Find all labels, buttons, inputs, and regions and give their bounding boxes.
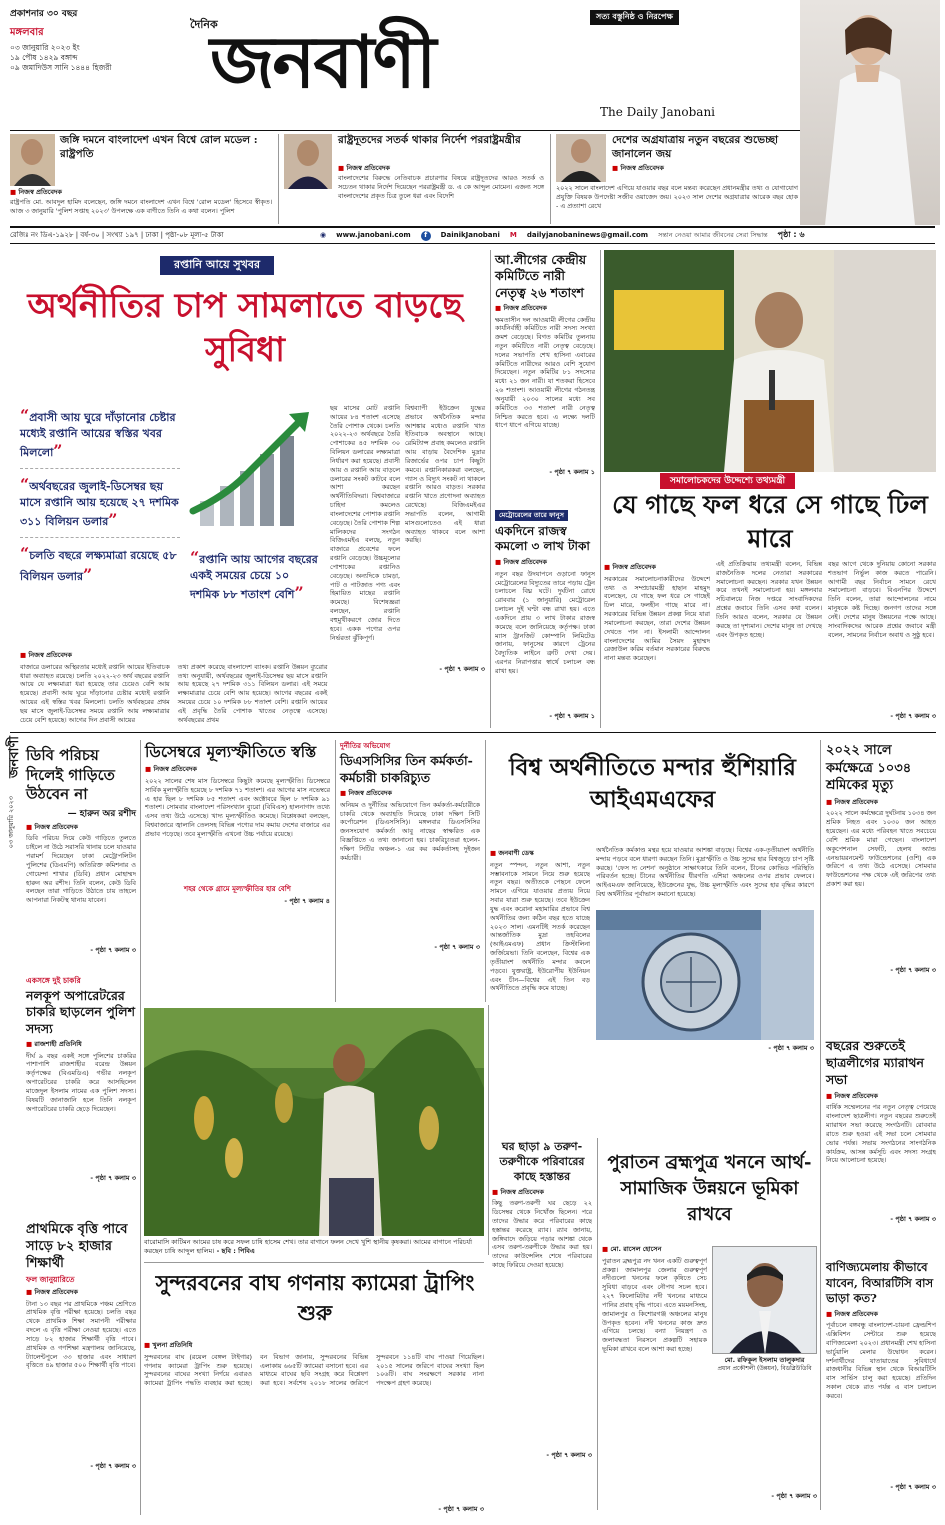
db-continue[interactable]: - পৃষ্ঠা ৭ কলাম ৩	[90, 946, 136, 955]
stipend-story	[26, 1222, 136, 1470]
lead-kicker-text: রপ্তানি আয়ে সুখবর	[174, 258, 261, 271]
women-body: ক্ষমতাসীন দল আওয়ামী লীগের কেন্দ্রীয় কার্যনির্বাহী কমিটিতে নারী সদস্য সংখ্যা ক্রমশ বেড়েছে। বিগত কমিটির তুলনায় নতুন কমিটিতে নারী নেতৃত্ব বেড়েছে। দলের সভাপতি শেখ হাসিনা এবারের কমিটিতে নারীদের আরও বেশি সুযোগ দিয়েছেন। নতুন কমিটির ৮১ সদস্যের মধ্যে ২১ জন নারী। যা শতকরা হিসেবে ২৬ শতাংশ। আওয়ামী লীগের গঠনতন্ত্র অনুযায়ী ২০৩০ সালের মধ্যে সব কমিটিতে ৩৩ শতাংশ নারী নেতৃত্ব নিশ্চিত করতে হবে। এ লক্ষ্যে দলটি ধাপে ধাপে এগিয়ে যাচ্ছে।	[495, 315, 595, 430]
info-bar	[10, 226, 935, 244]
imf-byline: ■ জনবাণী ডেস্ক	[490, 849, 590, 858]
stipend-continue[interactable]: - পৃষ্ঠা ৭ কলাম ৩	[90, 1461, 136, 1470]
page-number: পৃষ্ঠা : ৬	[777, 230, 805, 240]
revenue-title: একদিনে রাজস্ব কমলো ৩ লাখ টাকা	[495, 523, 590, 554]
logo-wordmark	[210, 19, 435, 104]
revenue-kicker: মেট্রোরেলের তারে ফানুস	[495, 510, 568, 521]
slogan-text: সত্য বস্তুনিষ্ঠ ও নিরপেক্ষ	[596, 12, 673, 21]
ad-strip: সন্তান নেওয়া আমার জীবনের সেরা সিদ্ধান্ত	[658, 231, 768, 240]
bus-byline: ■ নিজস্ব প্রতিবেদক	[826, 1310, 936, 1319]
lead-headline: অর্থনীতির চাপ সামলাতে বাড়ছে সুবিধা	[27, 286, 463, 371]
lead-callout	[190, 548, 320, 604]
facebook-link[interactable]: DainikJanobani	[440, 230, 500, 239]
stipend-body: টানা ১৩ বছর পর প্রাথমিকে পঞ্চম শ্রেণিতে প্রাথমিক বৃত্তি পরীক্ষা হয়েছে। চলতি বছর থেকে প্রাথমিক শিক্ষা সমাপনী পরীক্ষার বদলে এ বৃত্তি পরীক্ষা নেওয়া হয়েছে। এতে সাড়ে ৮২ হাজার শিক্ষার্থী বৃত্তি পাবে। প্রাথমিক ও গণশিক্ষা মন্ত্রণালয় জানিয়েছে, ট্যালেন্টপুলে ৩৩ হাজার এবং সাধারণ বৃত্তিতে ৪৯ হাজার ৫০০ শিক্ষার্থী বৃত্তি পাবে।	[26, 1299, 136, 1370]
brahmaputra-byline: ■ মো. রাসেল হোসেন	[602, 1245, 707, 1254]
mango-orchard-photo	[144, 1008, 484, 1236]
chhatraleague-continue[interactable]: - পৃষ্ঠা ৭ কলাম ৩	[890, 1215, 936, 1224]
women-title: আ.লীগের কেন্দ্রীয় কমিটিতে নারী নেতৃত্ব ২৬ শতাংশ	[495, 252, 587, 300]
family-byline: ■ নিজস্ব প্রতিবেদক	[492, 1188, 592, 1197]
stipend-kicker: ফল জানুয়ারিতে	[26, 1274, 75, 1284]
lead-quotes	[20, 406, 180, 585]
db-title: ডিবি পরিচয় দিলেই গাড়িতে উঠবেন না	[26, 746, 115, 803]
family-body: কিছু তরুণ-তরুণী ঘর ছেড়ে ২২ ডিসেম্বর থেকে নিখোঁজ ছিলেন। পরে তাদের উদ্ধার করে পরিবারের কাছে হস্তান্তর করেছে র‌্যাব। র‍্যাব জানায়, জঙ্গিবাদে জড়িয়ে পড়ার আশঙ্কা থেকে এসব তরুণ-তরুণীকে উদ্ধার করা হয়। তাদের কাউন্সেলিং শেষে পরিবারের কাছে ফিরিয়ে দেওয়া হয়েছে।	[492, 1199, 592, 1270]
workers-title: ২০২২ সালে কর্মক্ষেত্রে ১০৩৪ শ্রমিকের মৃত্যু	[826, 743, 912, 794]
revenue-continue[interactable]: - পৃষ্ঠা ৭ কলাম ১	[549, 711, 595, 720]
chhatraleague-byline: ■ নিজস্ব প্রতিবেদক	[826, 1092, 936, 1101]
imf-continue[interactable]: - পৃষ্ঠা ৭ কলাম ৩	[768, 1044, 814, 1052]
top-story-title: রাষ্ট্রদূতদের সতর্ক থাকার নির্দেশ পররাষ্ট্রমন্ত্রীর	[338, 134, 521, 146]
minister-body: বছর আগে থেকে দুনিয়ায় কোনো সরকার শতভাগ নির্ভুল কাজ করতে পারেনি। আগামী বছর নির্বাচন সামনে রেখে সমালোচনা বাড়বে। বিএনপির উদ্দেশে তিনি বলেন, তারা আন্দোলনের নামে মানুষকে কষ্ট দিচ্ছে। জনগণ তাদের সঙ্গে নেই। দেশের মানুষ উন্নয়নের পক্ষে আছে। সাংবাদিকদের আরেক প্রশ্নের জবাবে মন্ত্রী বলেন, সামনের নির্বাচন অবাধ ও সুষ্ঠু হবে।	[828, 560, 936, 639]
quote-divider	[20, 468, 180, 469]
slogan-box	[590, 10, 679, 25]
rule-sundarbans-top	[144, 1262, 484, 1263]
reg-info: রেজিঃ নং ডিএ-১৯২৮ | বর্ষ-৩০ | সংখ্যা ১৯৭ | ঢাকা | পৃষ্ঠা-০৮ মূল্য-৫ টাকা	[10, 230, 224, 239]
bus-continue[interactable]: - পৃষ্ঠা ৭ কলাম ৩	[890, 1483, 936, 1492]
minister-body: এই প্রতিক্রিয়ায় তথ্যমন্ত্রী বলেন, বিভিন্ন রাজনৈতিক দলের নেতারা সরকারের সমালোচনা করছেন। সরকার যখন উন্নয়ন করে তখনই সমালোচনা হয়। মঙ্গলবার সচিবালয়ে নিজ দপ্তরে সাংবাদিকদের প্রশ্নের জবাবে তিনি এসব কথা বলেন। তিনি আরও বলেন, সরকার যে উন্নয়ন করছে তা দৃশ্যমান। দেশের মানুষ তা দেখছে এবং উপকৃত হচ্ছে।	[716, 560, 822, 639]
women-continue[interactable]: - পৃষ্ঠা ৭ কলাম ১	[549, 467, 595, 476]
top-story-byline: ■ নিজস্ব প্রতিবেদক	[612, 164, 664, 173]
lead-kicker	[160, 256, 274, 275]
english-name: The Daily Janobani	[600, 105, 716, 119]
inflation-byline: ■ নিজস্ব প্রতিবেদক	[145, 765, 330, 774]
side-strip-name: জনবাণী	[7, 736, 22, 778]
imf-headline: বিশ্ব অর্থনীতিতে মন্দার হুঁশিয়ারি আইএমএফের	[509, 754, 796, 814]
quote-text: চলতি বছরে লক্ষ্যমাত্রা রয়েছে ৫৮ বিলিয়ন ডলার	[20, 548, 177, 583]
founded-text: প্রকাশনার ৩০ বছর	[10, 9, 78, 19]
lead-body: বাজারে ডলারের অস্থিরতার মধ্যেই রপ্তানি আয়ের ইতিবাচক ধারা অব্যাহত রয়েছে। চলতি ২০২২-২৩ অর্থ বছরের রপ্তানি আয়ে যে লক্ষ্যমাত্রা ধরা হয়েছে তার চেয়েও বেশি আয় হয়েছে। প্রবাসী আয় ঘুরে দাঁড়ানোর চেষ্টার মধ্যেই রপ্তানি আয়ের এই স্বস্তির খবর মিললো। চলতি অর্থবছরের প্রথম ছয় মাসে জুলাই-ডিসেম্বর সময়ে রপ্তানি আয় লক্ষ্যমাত্রার চেয়ে বেশি হয়েছে। আগের দিন প্রবাসী আয়ের	[20, 662, 170, 724]
brahmaputra-continue[interactable]: - পৃষ্ঠা ৭ কলাম ৩	[771, 1492, 817, 1500]
sundarbans-body-wrap	[144, 1338, 484, 1514]
brahmaputra-continue-wrap	[712, 1490, 817, 1501]
db-sub: — হারুন অর রশীদ	[67, 808, 136, 819]
side-strip	[4, 736, 22, 866]
police-title: নলকূপ অপারেটরের চাকরি ছাড়লেন পুলিশ সদস্য	[26, 988, 135, 1036]
website-link[interactable]: www.janobani.com	[336, 230, 411, 239]
sundarbans-body: সুন্দরবনের বাঘ (রয়েল বেঙ্গল টাইগার) গণনায় ক্যামেরা ট্রাপিং শুরু হয়েছে। সুন্দরবনের বাঘের সংখ্যা নির্ণয়ে এবারও ক্যামেরা ট্রাপিং পদ্ধতি ব্যবহার করা হচ্ছে। বন বিভাগ জানায়, সুন্দরবনের বিভিন্ন এলাকায় ৬৬৫টি ক্যামেরা বসানো হবে। এর মাধ্যমে বাঘের ছবি সংগ্রহ করে বিশ্লেষণ করা হবে। সর্বশেষ ২০১৮ সালের জরিপে সুন্দরবনে ১১৪টি বাঘ পাওয়া গিয়েছিল। ২০১৫ সালের জরিপে বাঘের সংখ্যা ছিল ১০৬টি। বাঘ সংরক্ষণে সরকার নানা পদক্ষেপ গ্রহণ করেছে।	[144, 1352, 484, 1388]
workers-continue[interactable]: - পৃষ্ঠা ৭ কলাম ৩	[890, 966, 936, 975]
db-byline: ■ নিজস্ব প্রতিবেদক	[26, 823, 136, 832]
sundarbans-continue[interactable]: - পৃষ্ঠা ৭ কলাম ৩	[438, 1504, 484, 1513]
workers-story	[826, 742, 936, 975]
top-story-body: বাংলাদেশের বিরুদ্ধে নেতিবাচক প্রচারণার বিষয়ে রাষ্ট্রদূতদের আরও সতর্ক ও সচেতন থাকার নির্দেশ দিয়েছেন পররাষ্ট্রমন্ত্রী ড. এ কে আব্দুল মোমেন। এজন্য সঙ্গে বাংলাদেশের প্রকৃত চিত্র তুলে ধরা এবং বিদেশি	[338, 174, 544, 200]
sundarbans-headline: সুন্দরবনের বাঘ গণনায় ক্যামেরা ট্রাপিং শুরু	[155, 1270, 475, 1326]
mango-credit: - ছবি : পিবিএ	[216, 1246, 255, 1255]
engineer-role: প্রধান প্রকৌশলী (উন্নয়ন), বিডব্লিউডিবি	[717, 1364, 812, 1372]
bus-body: পূর্বাচলে বঙ্গবন্ধু বাংলাদেশ-চায়না ফ্রেন্ডশিপ এক্সিবিশন সেন্টারে শুরু হয়েছে বাণিজ্যমেলা ২০২৩। প্রধানমন্ত্রী শেখ হাসিনা ভার্চুয়ালি মেলার উদ্বোধন করেন। দর্শনার্থীদের যাতায়াতের সুবিধার্থে রাজধানীর বিভিন্ন স্থান থেকে বিআরটিসি বাস সার্ভিস চালু করা হয়েছে। প্রতিদিন সকাল থেকে রাত পর্যন্ত এ বাস চলাচল করবে।	[826, 1321, 936, 1400]
minister-photo	[284, 134, 332, 189]
date-hijri: ০৯ জমাদিউস সানি ১৪৪৪ হিজরী	[10, 62, 112, 72]
lead-body: ছয় মাসের মোট রপ্তানি আয়ের ৮৪ শতাংশ এসেছে তৈরি পোশাক থেকে। চলতি ২০২২-২৩ অর্থবছরে তৈরি পোশাকের ৪৫ দশমিক ৩০ বিলিয়ন ডলারের লক্ষ্যমাত্রা নির্ধারণ করা হয়েছে। প্রবাসী আয় ও রপ্তানি আয় বাড়লে ডলারের সংকট কাটবে বলে আশা করছেন অর্থনীতিবিদরা। বিশ্ববাজারে চাহিদা কমলেও বাংলাদেশের পোশাক রপ্তানি বেড়েছে। তৈরি পোশাক শিল্প মালিকদের সংগঠন বিজিএমইএ বলছে, নতুন বাজারে প্রবেশের ফলে রপ্তানি বেড়েছে। উচ্চমূল্যের পোশাকের রপ্তানিও বেড়েছে। অন্যদিকে চামড়া, পাট ও পাটজাত পণ্য এবং হিমায়িত মাছের রপ্তানি কমেছে। বিশেষজ্ঞরা বলছেন, রপ্তানি বহুমুখীকরণে জোর দিতে হবে। একক পণ্যের ওপর নির্ভরতা ঝুঁকিপূর্ণ।	[330, 404, 400, 642]
quote-text: অর্থবছরের জুলাই-ডিসেম্বর ছয় মাসে রপ্তানি আয় হয়েছে ২৭ দশমিক ৩১১ বিলিয়ন ডলার	[20, 479, 179, 528]
engineer-caption	[712, 1356, 817, 1373]
minister-kicker-text: সমালোচকদের উদ্দেশ্যে তথ্যমন্ত্রী	[670, 476, 786, 486]
chhatraleague-body: বার্ষিক সম্মেলনের পর নতুন নেতৃত্ব পেয়েছে বাংলাদেশ ছাত্রলীগ। নতুন বছরের শুরুতেই ম্যারাথন সভা করেছে সংগঠনটি। রোববার রাতে শুরু হওয়া এই সভা চলে সোমবার ভোর পর্যন্ত। সভায় সংগঠনের সাংগঠনিক কার্যক্রম, আসন্ন কর্মসূচি এবং সদস্য সংগ্রহ নিয়ে আলোচনা হয়েছে।	[826, 1103, 936, 1165]
family-story	[492, 1140, 592, 1460]
stipend-byline: ■ নিজস্ব প্রতিবেদক	[26, 1288, 136, 1297]
brahmaputra-body: পুরাতন ব্রহ্মপুত্র নদ খনন একটি গুরুত্বপূর্ণ প্রকল্প। জামালপুর জেলার গুরুত্বপূর্ণ নদীগুলো খননের ফলে কৃষিতে সেচ সুবিধা বাড়বে এবং নৌপথ সচল হবে। ২২৭ কিলোমিটার নদী খননের মাধ্যমে পানির প্রবাহ বৃদ্ধি পাবে। এতে ময়মনসিংহ, জামালপুর ও কিশোরগঞ্জ অঞ্চলের মানুষ উপকৃত হবেন। নদী খননের কাজ দ্রুত এগিয়ে চলছে। বন্যা নিয়ন্ত্রণ ও জলাবদ্ধতা নিরসনে প্রকল্পটি সহায়ক ভূমিকা রাখবে বলে আশা করা হচ্ছে।	[602, 1256, 707, 1354]
date-bangla: ১৯ পৌষ ১৪২৯ বঙ্গাব্দ	[10, 52, 78, 62]
minister-kicker	[660, 473, 795, 489]
logo-text: জনবাণী	[210, 19, 435, 104]
rule-top-2	[550, 134, 551, 224]
masthead	[0, 0, 945, 130]
bus-title: বাণিজ্যমেলায় কীভাবে যাবেন, বিআরটিসি বাস ভাড়া কত?	[826, 1260, 934, 1306]
family-title: ঘর ছাড়া ৯ তরুণ-তরুণীকে পরিবারের কাছে হস্তান্তর	[499, 1140, 585, 1183]
rule-lead-right	[490, 250, 491, 728]
sundarbans-byline: ■ খুলনা প্রতিনিধি	[144, 1341, 484, 1350]
engineer-name: মো. রফিকুল ইসলাম তালুকদার	[724, 1356, 805, 1364]
db-story	[26, 746, 136, 955]
revenue-story	[495, 510, 595, 720]
top-story-byline: ■ নিজস্ব প্রতিবেদক	[10, 188, 62, 197]
inflation-title: ডিসেম্বরে মূল্যস্ফীতিতে স্বস্তি	[145, 742, 317, 761]
top-story-title: দেশের অগ্রযাত্রায় নতুন বছরের শুভেচ্ছা জানালেন জয়	[612, 134, 779, 160]
engineer-portrait	[712, 1246, 817, 1354]
family-continue[interactable]: - পৃষ্ঠা ৭ কলাম ৩	[546, 1451, 592, 1460]
stipend-title: প্রাথমিকে বৃত্তি পাবে সাড়ে ৮২ হাজার শিক্ষার্থী	[26, 1222, 128, 1271]
side-strip-date: ০৩ জানুয়ারি ২০২৩	[7, 796, 15, 849]
facebook-icon: f	[421, 231, 431, 241]
lead-lower	[20, 648, 485, 725]
minister-headline: যে গাছে ফল ধরে সে গাছে ঢিল মারে	[612, 490, 928, 553]
police-body: দীর্ঘ ৯ বছর একই সঙ্গে পুলিশের চাকরির পাশাপাশি রাজশাহীর বরেন্দ্র উন্নয়ন কর্তৃপক্ষের (বিএমডিএ) গভীর নলকূপ অপারেটরের চাকরি করে আসছিলেন মাজেদুল ইসলাম নামের এক পুলিশ সদস্য। বিষয়টি জানাজানি হলে তিনি নলকূপ অপারেটরের চাকরি ছেড়ে দিয়েছেন।	[26, 1051, 136, 1113]
top-story-president	[10, 134, 272, 224]
police-byline: ■ রাজশাহী প্রতিনিধি	[26, 1040, 136, 1049]
revenue-body: নতুন বছর উদযাপনে ওড়ানো ফানুস মেট্রোরেলের বিদ্যুতের তারে পড়ায় ট্রেন চলাচলে বিঘ্ন ঘটে। দুর্ঘটনা রোধে রোববার (১ জানুয়ারি) মেট্রোরেল চলাচল দুই ঘণ্টা বন্ধ রাখা হয়। এতে একদিনে প্রায় ৩ লাখ টাকার রাজস্ব কমেছে বলে জানিয়েছে কর্তৃপক্ষ। ঢাকা ম্যাস ট্রানজিট কোম্পানি লিমিটেড জানায়, ফানুসের কারণে ট্রেনের বৈদ্যুতিক লাইনে ত্রুটি দেখা দেয়। এরপর নিরাপত্তার স্বার্থে চলাচল বন্ধ রাখা হয়।	[495, 569, 595, 675]
top-story-foreign	[284, 134, 544, 224]
inflation-continue[interactable]: - পৃষ্ঠা ৭ কলাম ৪	[284, 897, 330, 906]
minister-byline: ■ নিজস্ব প্রতিবেদক	[604, 563, 710, 572]
lead-continue[interactable]: - পৃষ্ঠা ৭ কলাম ৩	[439, 664, 486, 673]
dscc-kicker: দুর্নীতির অভিযোগ	[340, 742, 391, 750]
bus-story	[826, 1260, 936, 1492]
minister-columns	[604, 560, 936, 725]
imf-col-1	[490, 846, 590, 1146]
quote-divider	[20, 537, 180, 538]
growth-chart-illustration	[185, 406, 315, 536]
imf-logo-photo	[596, 910, 814, 1040]
rule-women-right	[600, 250, 601, 728]
lead-quote-2: “অর্থবছরের জুলাই-ডিসেম্বর ছয় মাসে রপ্তানি আয় হয়েছে ২৭ দশমিক ৩১১ বিলিয়ন ডলার”	[20, 474, 179, 529]
police-continue[interactable]: - পৃষ্ঠা ৭ কলাম ৩	[90, 1173, 136, 1182]
rule-left-sidebar	[140, 740, 141, 1515]
dscc-continue[interactable]: - পৃষ্ঠা ৭ কলাম ৩	[434, 942, 480, 951]
quote-text: প্রবাসী আয় ঘুরে দাঁড়ানোর চেষ্টার মধ্যেই রপ্তানি আয়ের স্বস্তির খবর মিললো	[20, 411, 176, 460]
email-link[interactable]: dailyjanobaninews@gmail.com	[526, 230, 649, 239]
top-story-body: ২০২২ সালে বাংলাদেশ এগিয়ে যাওয়ার বছর বলে মন্তব্য করেছেন প্রধানমন্ত্রীর তথ্য ও যোগাযোগ প্রযুক্তি বিষয়ক উপদেষ্টা সজীব ওয়াজেদ জয়। ২০২৩ সাল দেশের অগ্রযাত্রার আরেক বছর হোক - এ প্রত্যাশা রেখে	[556, 184, 798, 210]
callout-body: রপ্তানি আয় আগের বছরের একই সময়ের চেয়ে ১০ দশমিক ৮৮ শতাংশ বেশি	[190, 553, 318, 602]
minister-continue[interactable]: - পৃষ্ঠা ৭ কলাম ৩	[890, 712, 936, 720]
president-photo	[10, 134, 55, 186]
rule-top-1	[278, 134, 279, 224]
rule-inflation-right	[335, 740, 336, 1002]
chhatraleague-story	[826, 1038, 936, 1224]
imf-col-2	[596, 846, 814, 1053]
rule-family-right	[597, 1138, 598, 1510]
women-story	[495, 252, 595, 476]
top-story-body: রাষ্ট্রপতি মো. আবদুল হামিদ বলেছেন, জঙ্গি দমনে বাংলাদেশ এখন বিশ্বে 'রোল মডেল' হিসেবে স্বীকৃত। আজ ৩ জানুয়ারি 'পুলিশ সপ্তাহ ২০২৩' উপলক্ষে এক বাণীতে তিনি এ কথা বলেন। পুলিশ	[10, 198, 272, 215]
rule-top	[10, 130, 800, 131]
police-kicker: একসঙ্গে দুই চাকরি	[26, 976, 81, 985]
top-story-joy	[556, 134, 798, 224]
mango-caption-text: বারোমাসি কাটিমন আমের চাষ করে সফল চাষি হাসেম শেখ। তার বাগানে ফলন দেখে খুশি স্থানীয় কৃষকরা। আমের বাগানে পরিচর্যা করছেন চাষি আব্দুল হালিম।	[144, 1238, 473, 1255]
workers-byline: ■ নিজস্ব প্রতিবেদক	[826, 798, 936, 807]
police-story	[26, 976, 136, 1182]
imf-body: নতুন স্পন্দন, নতুন আশা, নতুন সম্ভাবনাকে সামনে নিয়ে শুরু হয়েছে নতুন বছর। অতীতকে পেছনে ফেলে সামনে এগিয়ে যাওয়ার প্রত্যয় নিয়ে সবার যাত্রা শুরু হয়েছে। তবে ইউক্রেন যুদ্ধ এবং করোনা মহামারির প্রভাবে বিশ্ব অর্থনীতির জন্য কঠিন বছর হতে যাচ্ছে ২০২৩ সাল। এমনটিই সতর্ক করেছেন আন্তর্জাতিক মুদ্রা তহবিলের (আইএমএফ) প্রধান ক্রিস্টালিনা জর্জিয়েভা। তিনি বলেছেন, বিশ্বের এক তৃতীয়াংশ অর্থনীতি মন্দার কবলে পড়বে। যুক্তরাষ্ট্র, ইউরোপীয় ইউনিয়ন এবং চীন—বিশ্বের এই তিন বড় অর্থনীতিতে প্রবৃদ্ধি কমে যাচ্ছে।	[490, 860, 590, 993]
logo-prefix: দৈনিক	[190, 18, 218, 31]
callout-text: “রপ্তানি আয় আগের বছরের একই সময়ের চেয়ে ১০ দশমিক ৮৮ শতাংশ বেশি”	[190, 548, 318, 603]
lead-body: তথ্য প্রকাশ করেছে বাংলাদেশ ব্যাংক। রপ্তানি উন্নয়ন ব্যুরোর তথ্য অনুযায়ী, অর্থবছরের জুলাই-ডিসেম্বর ছয় মাসে রপ্তানি আয় হয়েছে ২৭ দশমিক ৩১১ বিলিয়ন ডলার। এই সময়ে লক্ষ্যমাত্রার চেয়ে বেশি আয় হয়েছে। আগের বছরের একই সময়ের চেয়ে ১০ দশমিক ৮৮ শতাংশ বেশি। রপ্তানি আয়ের এই প্রবৃদ্ধি তৈরি পোশাক খাতের নেতৃত্বে এসেছে। অর্থবছরের প্রথম	[177, 662, 328, 724]
lead-byline: ■ নিজস্ব প্রতিবেদক	[20, 651, 485, 660]
mango-caption	[144, 1238, 484, 1256]
brahmaputra-body-col	[602, 1242, 707, 1472]
imf-body: অর্থনৈতিক কর্মকাণ্ড মন্থর হয়ে যাওয়ার আশঙ্কা বাড়ছে। বিশ্বের এক-তৃতীয়াংশ অর্থনীতি মন্দায় পড়বে বলে ধারণা করছেন তিনি। মুদ্রাস্ফীতি ও উচ্চ সুদের হার বিশ্বজুড়ে চাপ সৃষ্টি করছে। 'ফেস দ্য নেশন' অনুষ্ঠানে সাক্ষাৎকারে তিনি বলেন, চীনের কোভিড পরিস্থিতি পরিবর্তন হচ্ছে। চীনের অর্থনীতির ধীরগতি এশিয়া অঞ্চলের ওপর প্রভাব ফেলবে। আইএমএফ জানিয়েছে, ইউক্রেনের যুদ্ধ, উচ্চ মূল্যস্ফীতি এবং সুদের হার বৃদ্ধির কারণে বিশ্ব অর্থনীতির পূর্বাভাস কমানো হয়েছে।	[596, 846, 814, 899]
lead-col-3	[330, 404, 400, 642]
mail-icon: M	[509, 230, 517, 239]
lead-col-4	[405, 404, 485, 545]
lead-quote-3: “চলতি বছরে লক্ষ্যমাত্রা রয়েছে ৫৮ বিলিয়ন ডলার”	[20, 543, 177, 584]
inflation-body: ২০২২ সালের শেষ মাস ডিসেম্বরে কিছুটা কমেছে মূল্যস্ফীতি। ডিসেম্বরে সার্বিক মূল্যস্ফীতি হয়েছে ৮ দশমিক ৭১ শতাংশ। এর আগের মাস নভেম্বরে এ হার ছিল ৮ দশমিক ৮৫ শতাংশ এবং অক্টোবরে ছিল ৮ দশমিক ৯১ শতাংশ। সোমবার বাংলাদেশ পরিসংখ্যান ব্যুরো (বিবিএস) হালনাগাদ তথ্যে এসব তথ্য উঠে এসেছে। খাদ্য মূল্যস্ফীতিও কমেছে। বিশ্লেষকরা বলছেন, বিশ্ববাজারে জ্বালানি তেলসহ বিভিন্ন পণ্যের দাম কমায় দেশের বাজারে এর প্রভাব পড়েছে। তবে মূল্যস্ফীতি এখনো উচ্চ পর্যায়ে রয়েছে।	[145, 776, 330, 838]
minister-speech-photo	[604, 250, 936, 472]
globe-icon: ◉	[320, 230, 327, 239]
top-story-byline: ■ নিজস্ব প্রতিবেদক	[338, 164, 390, 173]
inflation-story	[145, 742, 330, 906]
founded-badge	[10, 8, 77, 20]
dscc-body: অনিয়ম ও দুর্নীতির অভিযোগে তিন কর্মকর্তা-কর্মচারীকে চাকরি থেকে অব্যাহতি দিয়েছে ঢাকা দক্ষিণ সিটি কর্পোরেশন (ডিএসসিসি)। মঙ্গলবার ডিএসসিসির জনসংযোগ কর্মকর্তা আবু নাছের স্বাক্ষরিত এক বিজ্ঞপ্তিতে এ তথ্য জানানো হয়। চাকরিচ্যুতরা হলেন- দক্ষিণ সিটির অঞ্চল-১ এর কর কর্মকর্তাসহ দুইজন কর্মচারী।	[340, 800, 480, 862]
rule-mid	[10, 732, 936, 733]
joy-photo	[556, 134, 606, 182]
rule-dscc-right	[485, 740, 486, 1002]
brahmaputra-headline: পুরাতন ব্রহ্মপুত্র খননে আর্থ-সামাজিক উন্নয়নে ভূমিকা রাখবে	[607, 1152, 812, 1226]
db-body: ডিবি পরিচয় দিয়ে কেউ গাড়িতে তুলতে চাইলে না উঠে সরাসরি থানায় চলে যাওয়ার পরামর্শ দিয়েছেন ঢাকা মেট্রোপলিটন পুলিশের (ডিএমপি) অতিরিক্ত কমিশনার ও গোয়েন্দা শাখার (ডিবি) প্রধান মোহাম্মদ হারুন অর রশীদ। তিনি বলেন, কেউ ডিবি বলছেন তারা গাড়িতে উঠাতে চায় তাহলে আপনারা নিকটস্থ থানায় যাবেন।	[26, 834, 136, 905]
date-box	[10, 26, 175, 73]
lead-quote-1: “প্রবাসী আয় ঘুরে দাঁড়ানোর চেষ্টার মধ্যেই রপ্তানি আয়ের স্বস্তির খবর মিললো”	[20, 406, 176, 461]
dscc-title: ডিএসসিসির তিন কর্মকর্তা-কর্মচারী চাকরিচ্যুত	[340, 753, 473, 785]
lead-body: বিশ্বব্যাপী ইউক্রেন যুদ্ধের প্রভাবে অর্থনৈতিক মন্দার আশঙ্কার মধ্যেও রপ্তানি খাত ইতিবাচক অবস্থানে আছে। রেমিট্যান্স প্রবাহ কমলেও রপ্তানি আয় বাড়ায় বৈদেশিক মুদ্রার রিজার্ভের ওপর চাপ কিছুটা কমবে। রপ্তানিকারকরা বলছেন, গ্যাস ও বিদ্যুৎ সংকট না থাকলে রপ্তানি আরও বাড়ত। সরকার রপ্তানি খাতে প্রণোদনা অব্যাহত রেখেছে। বিজিএমইএর সভাপতি বলেন, আগামী মাসগুলোতেও এই ধারা অব্যাহত থাকবে বলে আশা করছি।	[405, 404, 485, 545]
minister-body: সরকারের সমালোচনাকারীদের উদ্দেশে তথ্য ও সম্প্রচারমন্ত্রী হাছান মাহমুদ বলেছেন, যে গাছে ফল ধরে সে গাছেই ঢিল মারে, ফলহীন গাছে মারে না। সরকারের বিভিন্ন উন্নয়ন প্রকল্প নিয়ে যারা সমালোচনা করছেন, তারা দেশের উন্নয়ন দেখতে পান না। ইসলামী আন্দোলন বাংলাদেশের আমির সৈয়দ মুহাম্মদ রেজাউল করিম বর্তমান সরকারের বিরুদ্ধে নানা মন্তব্য করেছেন।	[604, 574, 710, 663]
day-label: মঙ্গলবার	[10, 27, 44, 38]
workers-body: ২০২২ সালে কর্মক্ষেত্রে দুর্ঘটনায় ১০৩৪ জন শ্রমিক নিহত এবং ১০৩০ জন আহত হয়েছেন। এর মধ্যে পরিবহন খাতে সবচেয়ে বেশি শ্রমিক মারা গেছেন। বাংলাদেশ অকুপেশনাল সেফটি, হেলথ অ্যান্ড এনভায়রনমেন্ট ফাউন্ডেশনের (ওশি) এক জরিপে এ তথ্য উঠে এসেছে। সোমবার ফাউন্ডেশনের পক্ষ থেকে এই জরিপের তথ্য প্রকাশ করা হয়।	[826, 809, 936, 889]
rule-imf-right	[820, 740, 821, 1510]
inflation-subhead: শহর থেকে গ্রামে মূল্যস্ফীতির হার বেশি	[184, 884, 291, 893]
dscc-story	[340, 742, 480, 951]
date-gregorian: ০৩ জানুয়ারি ২০২৩ ইং	[10, 42, 80, 52]
dscc-byline: ■ নিজস্ব প্রতিবেদক	[340, 789, 480, 798]
chhatraleague-title: বছরের শুরুতেই ছাত্রলীগের ম্যারাথন সভা	[826, 1038, 924, 1087]
revenue-byline: ■ নিজস্ব প্রতিবেদক	[495, 558, 595, 567]
celebrity-photo	[800, 0, 940, 225]
rule-photo-right	[488, 1005, 489, 1255]
women-byline: ■ নিজস্ব প্রতিবেদক	[495, 304, 595, 313]
top-story-title: জঙ্গি দমনে বাংলাদেশ এখন বিশ্বে রোল মডেল : রাষ্ট্রপতি	[60, 134, 258, 160]
